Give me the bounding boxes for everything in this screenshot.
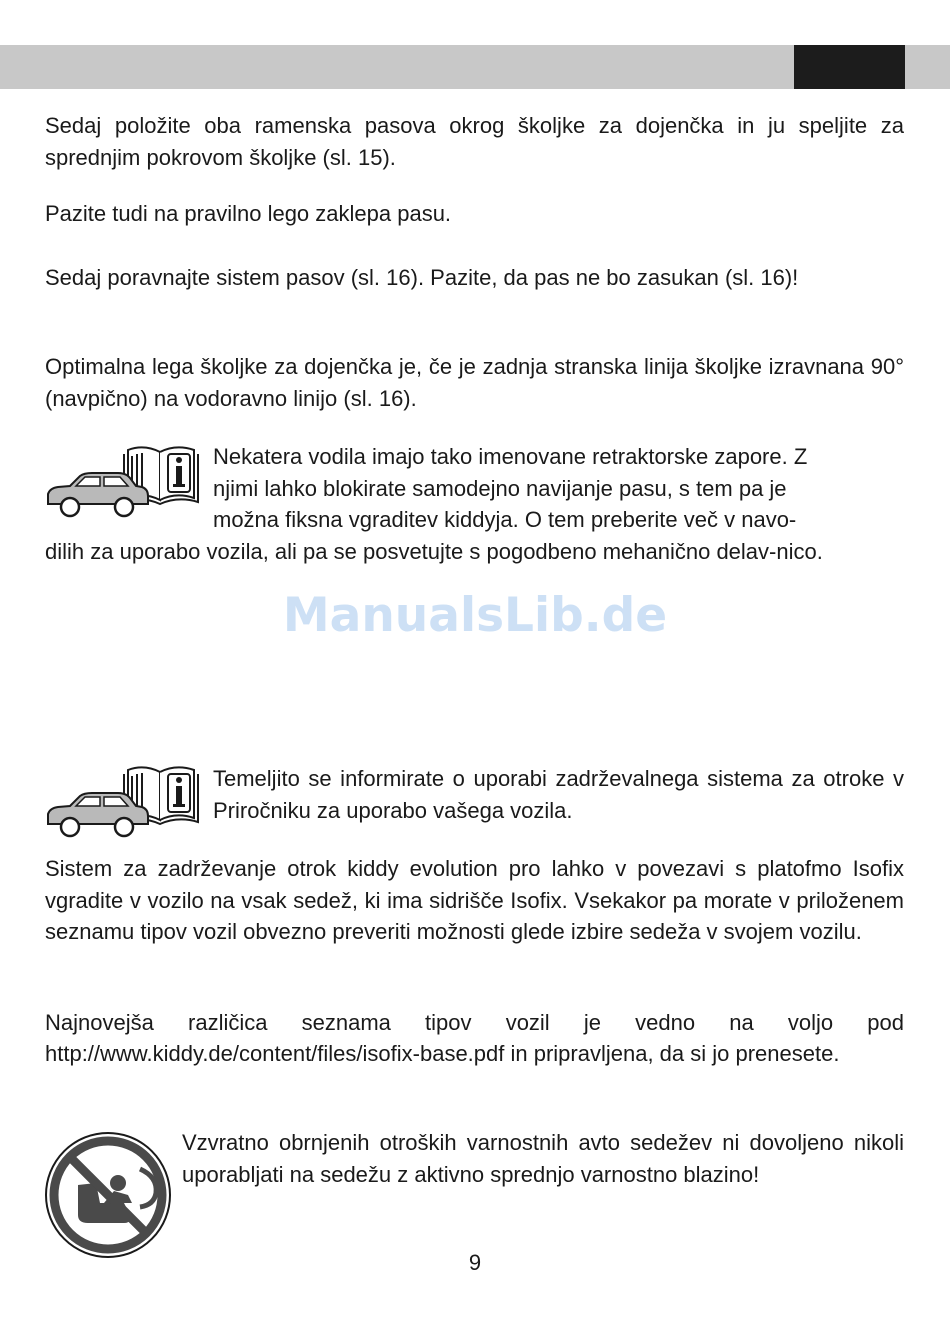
page-number: 9 (468, 1250, 482, 1275)
paragraph-align-belts: Sedaj poravnajte sistem pasov (sl. 16). Pazite, da pas ne bo zasukan (sl. 16)! (45, 265, 799, 290)
note-retractor-lock-tail: dilih za uporabo vozila, ali pa se posvetujte s pogodbeno mehanično delav-nico. (45, 539, 823, 564)
header-tab (794, 45, 905, 89)
no-rear-facing-seat-airbag-icon (44, 1131, 172, 1264)
warning-airbag: Vzvratno obrnjenih otroških varnostnih avto sedežev ni dovoljeno nikoli uporabljati na sedežu z aktivno sprednjo varnostno blazino! (182, 1130, 904, 1187)
note-retractor-lock-line2: njimi lahko blokirate samodejno navijanje pasu, s tem pa je (213, 476, 787, 501)
note-vehicle-manual: Temeljito se informirate o uporabi zadrževalnega sistema za otroke v Priročniku za uporabo vašega vozila. (213, 766, 904, 823)
paragraph-optimal-position: Optimalna lega školjke za dojenčka je, če je zadnja stranska linija školjke izravnana 90° (navpično) na vodoravno linijo (sl. 16). (45, 354, 904, 411)
note-retractor-lock-line1: Nekatera vodila imajo tako imenovane retraktorske zapore. Z (213, 444, 808, 469)
car-book-info-icon (44, 762, 200, 847)
note-retractor-lock-line3: možna fiksna vgraditev kiddyja. O tem preberite več v navo- (213, 507, 797, 532)
watermark: ManualsLib.de (282, 588, 668, 643)
paragraph-isofix: Sistem za zadrževanje otrok kiddy evolution pro lahko v povezavi s platofmo Isofix vgradite v vozilo na vsak sedež, ki ima sidrišče Isofix. Vsekakor pa morate v priloženem seznamu tipov vozil obvezno preveriti možnosti glede izbire sedeža v svojem vozilu. (45, 856, 904, 944)
paragraph-vehicle-list-url: http://www.kiddy.de/content/files/isofix-base.pdf in pripravljena, da si jo prenesete. (45, 1041, 840, 1066)
paragraph-buckle-position: Pazite tudi na pravilno lego zaklepa pasu. (45, 201, 452, 226)
car-book-info-icon (44, 442, 200, 527)
paragraph-vehicle-list-line1: Najnovejša različica seznama tipov vozil je vedno na voljo pod (45, 1010, 904, 1035)
paragraph-shoulder-belts: Sedaj položite oba ramenska pasova okrog školjke za dojenčka in ju speljite za sprednjim pokrovom školjke (sl. 15). (45, 113, 904, 170)
